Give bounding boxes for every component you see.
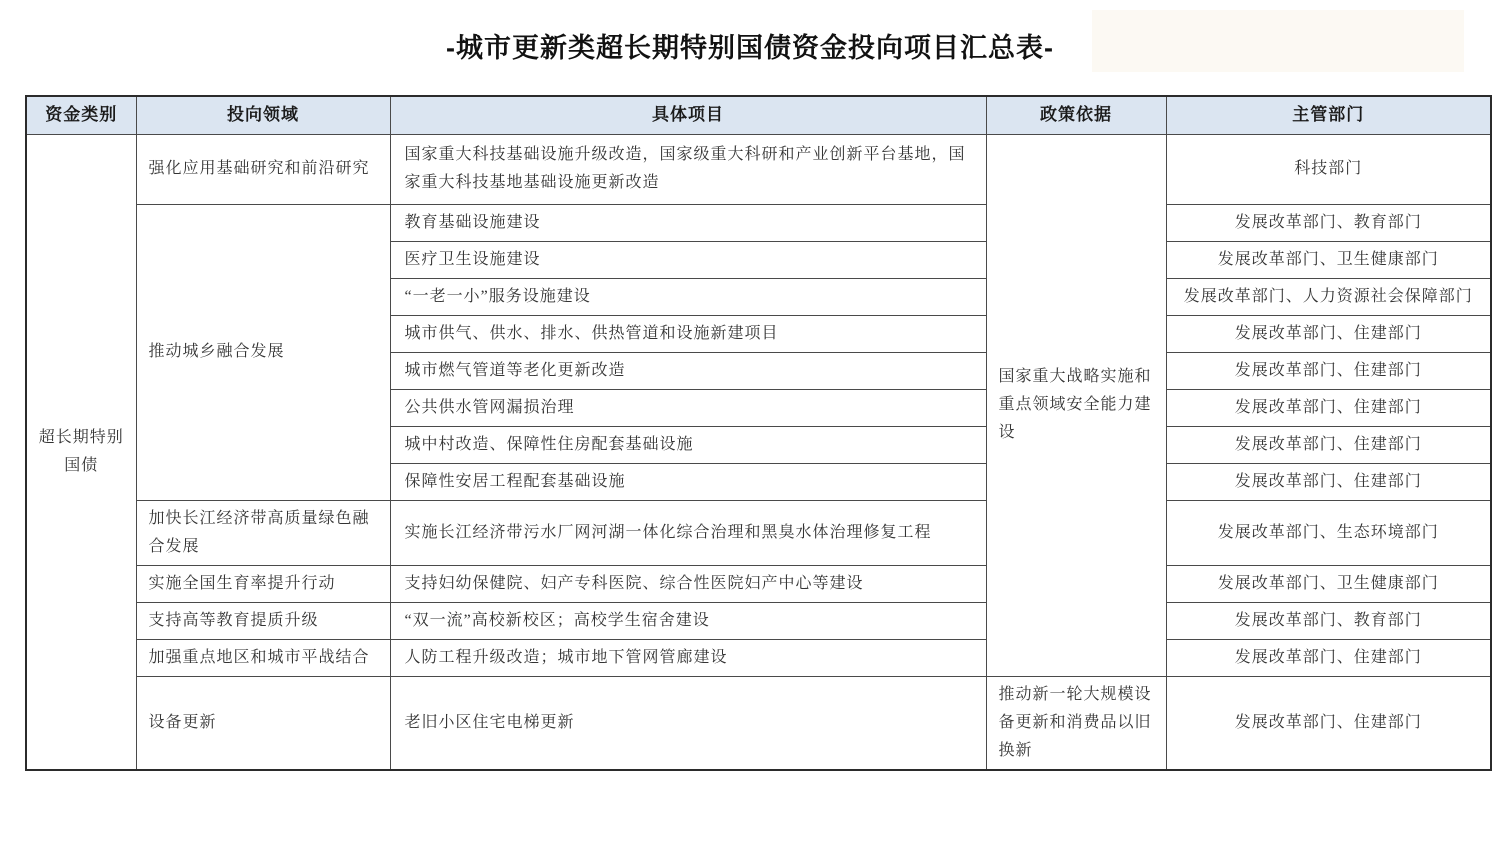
cell-project: 支持妇幼保健院、妇产专科医院、综合性医院妇产中心等建设	[390, 565, 986, 602]
cell-department: 发展改革部门、住建部门	[1166, 426, 1491, 463]
cell-department: 科技部门	[1166, 134, 1491, 204]
table-row	[26, 204, 1491, 241]
cell-project: 老旧小区住宅电梯更新	[390, 676, 986, 770]
cell-project: 城市燃气管道等老化更新改造	[390, 352, 986, 389]
table-row	[26, 565, 1491, 602]
cell-project: 保障性安居工程配套基础设施	[390, 463, 986, 500]
table-row	[26, 602, 1491, 639]
cell-department: 发展改革部门、住建部门	[1166, 463, 1491, 500]
table-row	[26, 639, 1491, 676]
header-department: 主管部门	[1166, 96, 1491, 134]
cell-department: 发展改革部门、教育部门	[1166, 602, 1491, 639]
cell-department: 发展改革部门、卫生健康部门	[1166, 241, 1491, 278]
cell-project: 人防工程升级改造；城市地下管网管廊建设	[390, 639, 986, 676]
cell-department: 发展改革部门、卫生健康部门	[1166, 565, 1491, 602]
cell-area-equipment: 设备更新	[136, 676, 390, 770]
header-row	[26, 96, 1491, 134]
cell-project: “双一流”高校新校区；高校学生宿舍建设	[390, 602, 986, 639]
table-row	[26, 500, 1491, 565]
table-row	[26, 134, 1491, 204]
cell-area-civil-defense: 加强重点地区和城市平战结合	[136, 639, 390, 676]
cell-department: 发展改革部门、生态环境部门	[1166, 500, 1491, 565]
cell-area-urban-rural: 推动城乡融合发展	[136, 204, 390, 500]
cell-department: 发展改革部门、住建部门	[1166, 639, 1491, 676]
cell-department: 发展改革部门、教育部门	[1166, 204, 1491, 241]
cell-project: 公共供水管网漏损治理	[390, 389, 986, 426]
summary-table	[25, 95, 1492, 771]
header-fund-category: 资金类别	[26, 96, 136, 134]
page-title: -城市更新类超长期特别国债资金投向项目汇总表-	[446, 33, 1054, 63]
cell-project: 医疗卫生设施建设	[390, 241, 986, 278]
cell-project: 城中村改造、保障性住房配套基础设施	[390, 426, 986, 463]
cell-area-higher-education: 支持高等教育提质升级	[136, 602, 390, 639]
header-specific-project: 具体项目	[390, 96, 986, 134]
cell-policy-basis-main: 国家重大战略实施和重点领域安全能力建设	[986, 134, 1166, 676]
cell-project: 国家重大科技基础设施升级改造，国家级重大科研和产业创新平台基地，国家重大科技基地基础设施更新改造	[390, 134, 986, 204]
cell-department: 发展改革部门、住建部门	[1166, 352, 1491, 389]
watermark-artifact	[1092, 10, 1464, 72]
cell-area-fertility: 实施全国生育率提升行动	[136, 565, 390, 602]
cell-project: “一老一小”服务设施建设	[390, 278, 986, 315]
cell-department: 发展改革部门、人力资源社会保障部门	[1166, 278, 1491, 315]
cell-fund-category: 超长期特别国债	[26, 134, 136, 770]
cell-policy-basis-equipment: 推动新一轮大规模设备更新和消费品以旧换新	[986, 676, 1166, 770]
header-policy-basis: 政策依据	[986, 96, 1166, 134]
cell-area-research: 强化应用基础研究和前沿研究	[136, 134, 390, 204]
cell-department: 发展改革部门、住建部门	[1166, 389, 1491, 426]
cell-project: 城市供气、供水、排水、供热管道和设施新建项目	[390, 315, 986, 352]
cell-project: 教育基础设施建设	[390, 204, 986, 241]
cell-department: 发展改革部门、住建部门	[1166, 676, 1491, 770]
table-row	[26, 676, 1491, 770]
cell-project: 实施长江经济带污水厂网河湖一体化综合治理和黑臭水体治理修复工程	[390, 500, 986, 565]
header-investment-area: 投向领域	[136, 96, 390, 134]
cell-department: 发展改革部门、住建部门	[1166, 315, 1491, 352]
cell-area-yangtze: 加快长江经济带高质量绿色融合发展	[136, 500, 390, 565]
